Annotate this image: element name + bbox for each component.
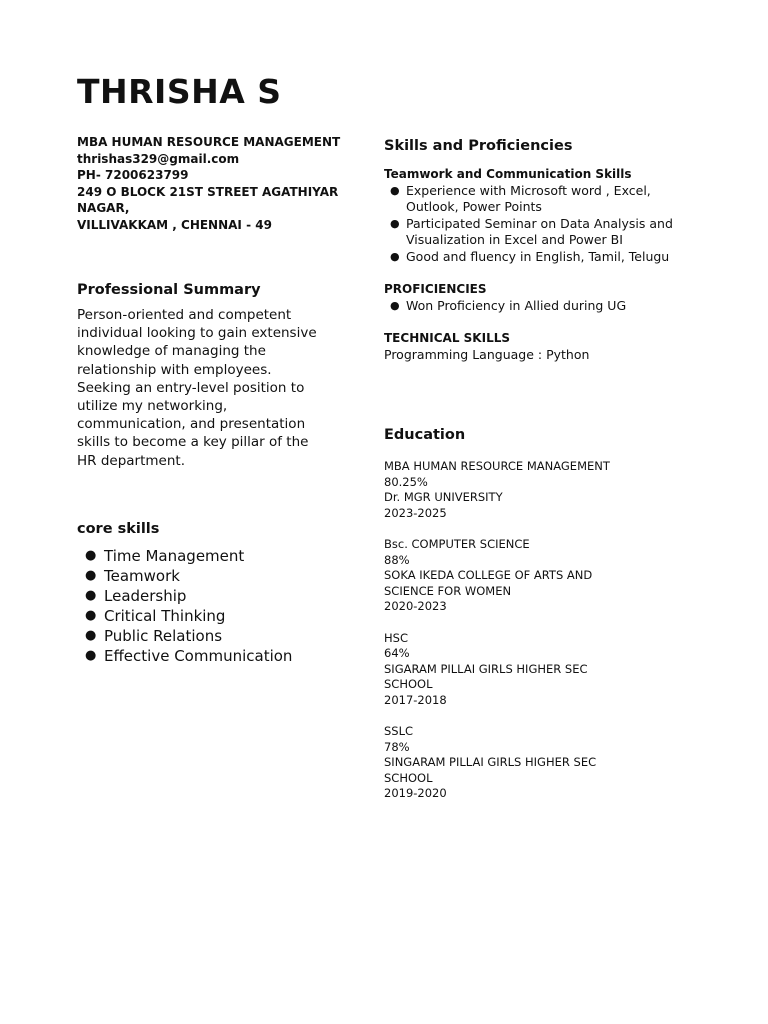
education-line: SIGARAM PILLAI GIRLS HIGHER SEC: [384, 661, 588, 676]
core-skills-heading: core skills: [77, 520, 160, 537]
bullet-icon: ●: [390, 183, 400, 197]
core-skill-label: Public Relations: [104, 626, 223, 645]
education-entry-hsc: [384, 631, 684, 709]
education-line: SCHOOL: [384, 677, 433, 692]
skill-item-label: Good and fluency in English, Tamil, Telugu: [406, 248, 670, 264]
education-line: SCHOOL: [384, 770, 433, 785]
contact-phone: PH- 7200623799: [77, 168, 189, 182]
education-line: 64%: [384, 646, 410, 661]
education-line: SSLC: [384, 724, 414, 739]
education-line: 2019-2020: [384, 786, 447, 801]
contact-address-line3: VILLIVAKKAM , CHENNAI - 49: [77, 217, 272, 232]
contact-email: thrishas329@gmail.com: [77, 151, 240, 166]
education-line: SCIENCE FOR WOMEN: [384, 583, 512, 598]
education-entry-sslc: [384, 724, 684, 802]
education-entry-bsc: [384, 537, 684, 615]
list-item: [77, 566, 347, 586]
education-line: 2020-2023: [384, 599, 447, 614]
summary-heading: Professional Summary: [77, 282, 261, 298]
contact-block: [77, 134, 347, 233]
education-line: 88%: [384, 552, 410, 567]
candidate-name: THRISHA S: [77, 72, 282, 111]
list-item: [77, 646, 347, 666]
list-item: [384, 249, 684, 266]
bullet-icon: ●: [85, 547, 97, 563]
teamwork-list: [384, 183, 684, 266]
bullet-icon: ●: [85, 587, 97, 603]
list-item: [384, 183, 684, 216]
education-line: SINGARAM PILLAI GIRLS HIGHER SEC: [384, 755, 597, 770]
education-section: [384, 425, 684, 802]
core-skill-label: Leadership: [104, 586, 187, 605]
contact-address-line1: 249 O BLOCK 21ST STREET AGATHIYAR: [77, 184, 339, 199]
technical-skills-subheading: TECHNICAL SKILLS: [384, 331, 510, 345]
summary-text: Person-oriented and competent individual looking to gain extensive knowledge of managing the relationship with employees. Seeking an entry-level position to utilize my networking, communication, and presentation skills to become a key pillar of the HR department.: [77, 307, 317, 469]
core-skill-label: Teamwork: [104, 566, 180, 585]
proficiencies-subheading: PROFICIENCIES: [384, 282, 487, 296]
skills-heading: Skills and Proficiencies: [384, 138, 573, 154]
core-skill-label: Time Management: [104, 546, 245, 565]
bullet-icon: ●: [85, 567, 97, 583]
education-line: 80.25%: [384, 474, 428, 489]
education-line: Bsc. COMPUTER SCIENCE: [384, 536, 530, 551]
bullet-icon: ●: [390, 298, 400, 312]
education-line: HSC: [384, 630, 408, 645]
list-item: [77, 546, 347, 566]
skill-item-label: Participated Seminar on Data Analysis and Visualization in Excel and Power BI: [406, 215, 673, 247]
proficiency-item-label: Won Proficiency in Allied during UG: [406, 297, 627, 313]
bullet-icon: ●: [390, 249, 400, 263]
list-item: [77, 626, 347, 646]
education-line: 78%: [384, 739, 410, 754]
bullet-icon: ●: [85, 627, 97, 643]
education-line: Dr. MGR UNIVERSITY: [384, 490, 503, 505]
core-skills-section: [77, 519, 347, 666]
bullet-icon: ●: [85, 647, 97, 663]
bullet-icon: ●: [85, 607, 97, 623]
technical-skills-text: Programming Language : Python: [384, 346, 590, 362]
skill-item-label: Experience with Microsoft word , Excel, Outlook, Power Points: [406, 182, 651, 214]
skills-section: [384, 136, 684, 363]
contact-degree: MBA HUMAN RESOURCE MANAGEMENT: [77, 135, 341, 149]
proficiencies-list: [384, 298, 684, 315]
education-line: SOKA IKEDA COLLEGE OF ARTS AND: [384, 568, 593, 583]
professional-summary-section: [77, 280, 347, 470]
education-line: 2023-2025: [384, 505, 447, 520]
teamwork-subheading: Teamwork and Communication Skills: [384, 167, 632, 181]
education-entry-mba: [384, 459, 684, 521]
contact-address-line2: NAGAR,: [77, 201, 130, 215]
left-column: [77, 134, 347, 666]
list-item: [384, 216, 684, 249]
education-line: 2017-2018: [384, 692, 447, 707]
list-item: [384, 298, 684, 315]
core-skills-list: [77, 546, 347, 666]
core-skill-label: Effective Communication: [104, 646, 293, 665]
list-item: [77, 586, 347, 606]
bullet-icon: ●: [390, 216, 400, 230]
education-heading: Education: [384, 427, 466, 443]
education-line: MBA HUMAN RESOURCE MANAGEMENT: [384, 459, 610, 473]
core-skill-label: Critical Thinking: [104, 606, 226, 625]
list-item: [77, 606, 347, 626]
right-column: [384, 136, 684, 818]
